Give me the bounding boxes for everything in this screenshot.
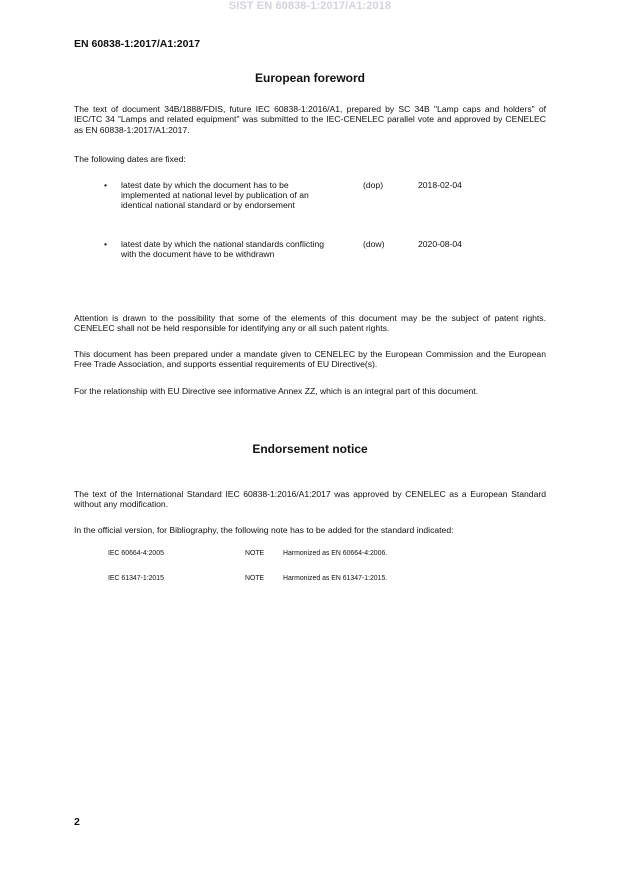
bibliography-intro: In the official version, for Bibliography, the following note has to be added for the standard indicated: (74, 525, 454, 535)
date-item-dow (74, 239, 554, 289)
bibliography-note-text: Harmonized as EN 60664-4:2006. (283, 550, 388, 557)
bibliography-ref: IEC 61347-1:2015 (108, 575, 164, 582)
bullet-icon: • (104, 180, 108, 190)
date-item-abbr: (dow) (363, 239, 385, 249)
foreword-intro-paragraph: The text of document 34B/1888/FDIS, future IEC 60838-1:2016/A1, prepared by SC 34B "Lamp caps and holders" of IEC/TC 34 "Lamps and related equipment" was submitted to the IEC-CENELEC parallel vote and approved by CENELEC as EN 60838-1:2017/A1:2017. (74, 104, 546, 135)
date-item-dop (74, 180, 554, 230)
date-item-date: 2018-02-04 (418, 180, 462, 190)
date-item-text: latest date by which the national standards conflicting with the document have to be withdrawn (121, 239, 325, 260)
bibliography-note-label: NOTE (245, 575, 265, 582)
document-id: EN 60838-1:2017/A1:2017 (74, 38, 201, 50)
bullet-icon: • (104, 239, 108, 249)
date-item-date: 2020-08-04 (418, 239, 462, 249)
bibliography-note-label: NOTE (245, 550, 265, 557)
date-item-text: latest date by which the document has to be implemented at national level by publication of an identical national standard or by endorsement (121, 180, 309, 211)
bibliography-ref: IEC 60664-4:2005 (108, 550, 164, 557)
mandate-paragraph: This document has been prepared under a mandate given to CENELEC by the European Commission and the European Free Trade Association, and supports essential requirements of EU Directive(s). (74, 349, 546, 370)
endorsement-paragraph: The text of the International Standard IEC 60838-1:2016/A1:2017 was approved by CENELEC as a European Standard without any modification. (74, 489, 546, 510)
bibliography-note-text: Harmonized as EN 61347-1:2015. (283, 575, 388, 582)
page-number: 2 (74, 816, 80, 828)
date-item-abbr: (dop) (363, 180, 384, 190)
endorsement-notice-title: Endorsement notice (252, 442, 368, 456)
european-foreword-title: European foreword (254, 71, 365, 85)
dates-intro: The following dates are fixed: (74, 154, 186, 164)
watermark: SIST EN 60838-1:2017/A1:2018 (228, 0, 392, 12)
attention-paragraph: Attention is drawn to the possibility that some of the elements of this document may be the subject of patent rights. CENELEC shall not be held responsible for identifying any or all such patent rights. (74, 313, 546, 334)
relationship-paragraph: For the relationship with EU Directive see informative Annex ZZ, which is an integral part of this document. (74, 386, 479, 396)
